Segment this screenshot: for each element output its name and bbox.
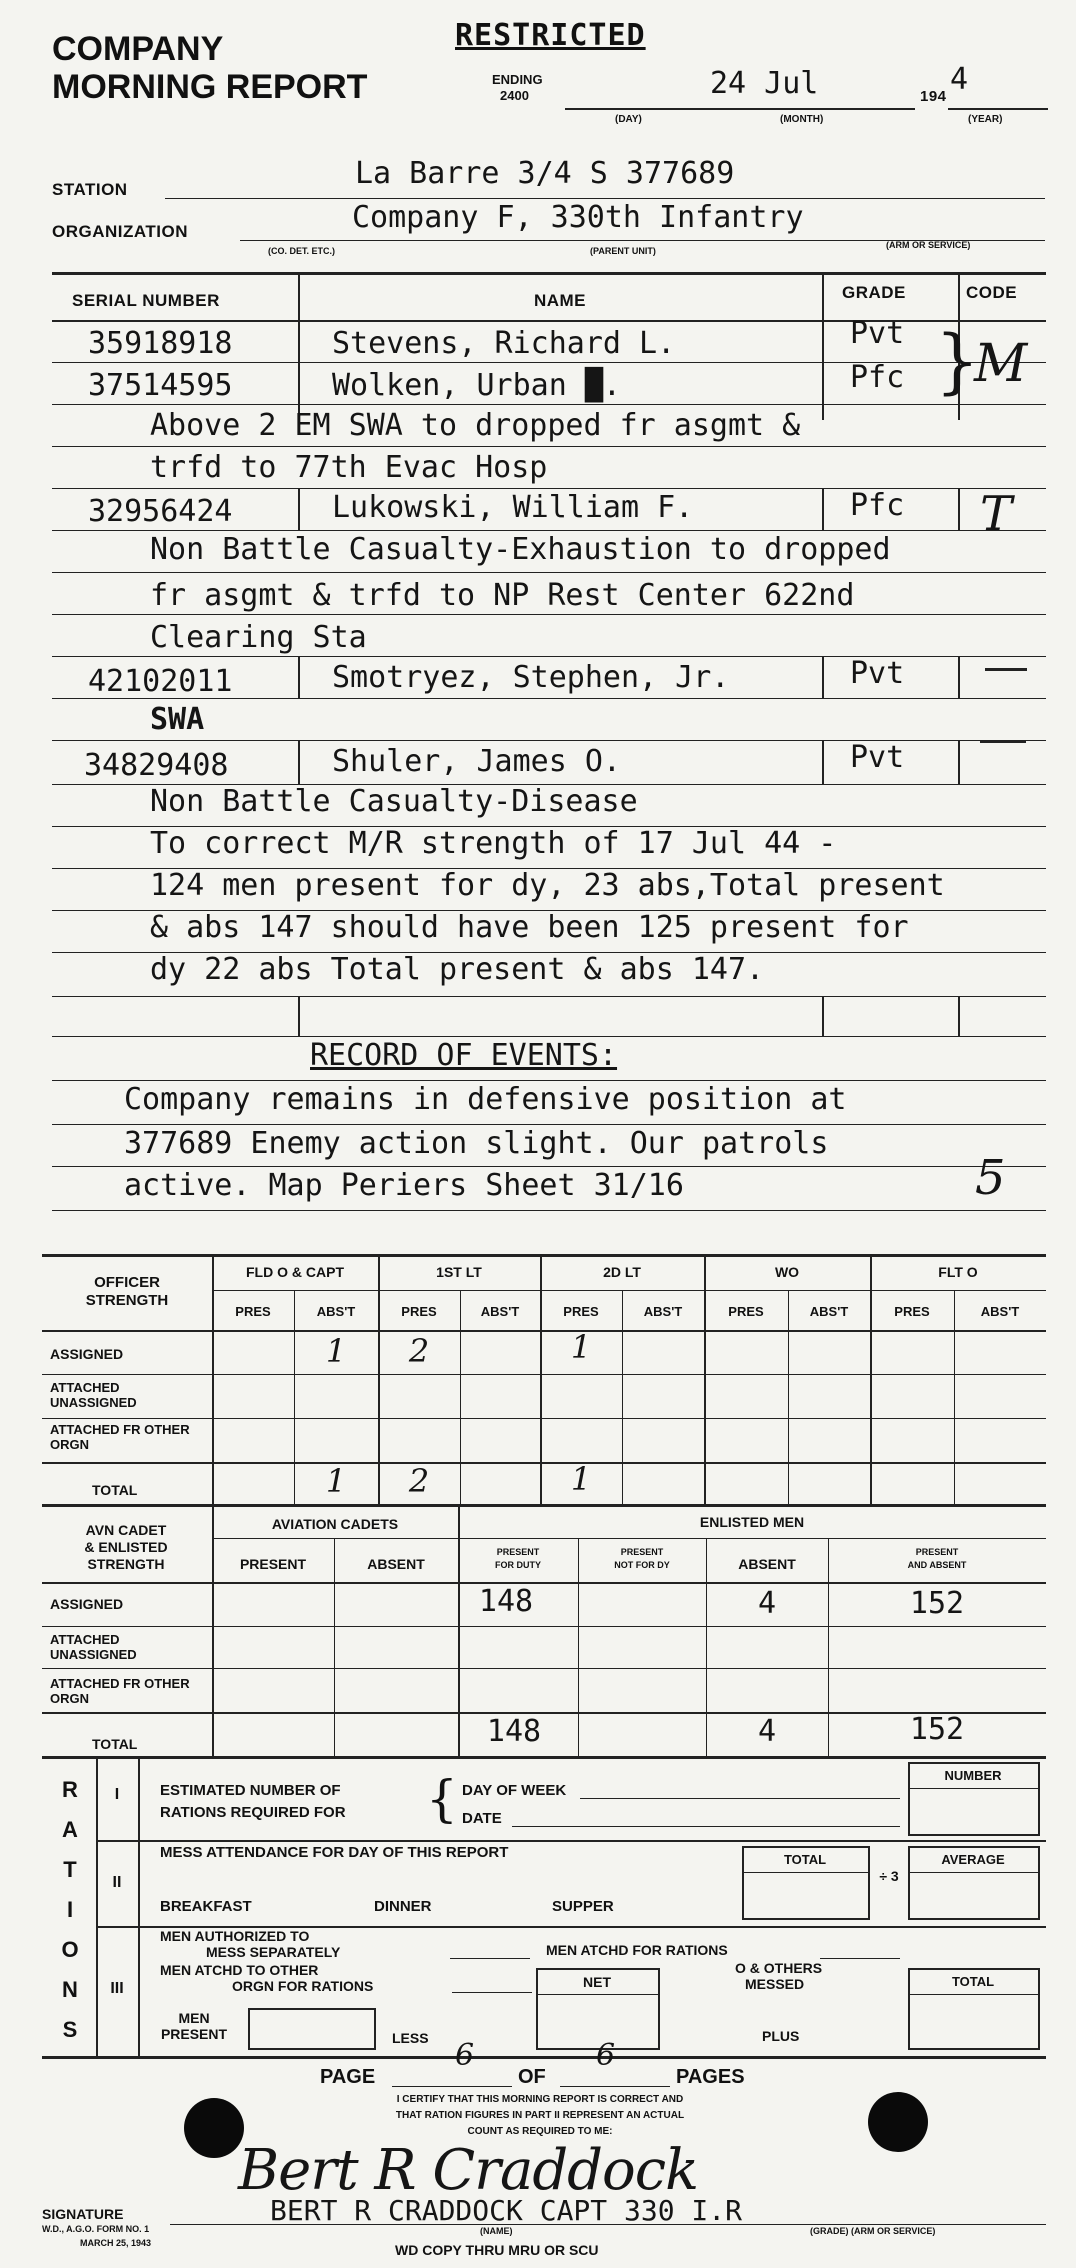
men-present-box bbox=[248, 2008, 376, 2050]
events-line: active. Map Periers Sheet 31/16 bbox=[124, 1168, 684, 1203]
year-caption: (YEAR) bbox=[968, 114, 1003, 125]
total-pages: 6 bbox=[596, 2038, 616, 2073]
abs-header: ABS'T bbox=[316, 1304, 356, 1319]
typed-signatory: BERT R CRADDOCK CAPT 330 I.R bbox=[270, 2194, 743, 2227]
officer-value: 1 bbox=[325, 1332, 347, 1370]
em-absent-header: ABSENT bbox=[738, 1556, 796, 1572]
officer-value: 1 bbox=[570, 1328, 592, 1366]
group-flt-o: FLT O bbox=[938, 1264, 978, 1280]
entry-serial: 32956424 bbox=[88, 494, 233, 529]
brace-mark: { bbox=[426, 1770, 458, 1828]
plus-label: PLUS bbox=[762, 2028, 800, 2044]
est-rations-label: ESTIMATED NUMBER OF RATIONS REQUIRED FOR bbox=[160, 1782, 346, 1821]
total-label: TOTAL bbox=[783, 1852, 827, 1867]
code-mark-t: T bbox=[980, 486, 1013, 542]
ending-label: ENDING bbox=[492, 72, 543, 87]
supper-label: SUPPER bbox=[552, 1898, 614, 1915]
entry-name: Smotryez, Stephen, Jr. bbox=[332, 660, 730, 695]
signature-label: SIGNATURE bbox=[42, 2206, 124, 2222]
dash-mark bbox=[985, 668, 1027, 671]
rations-vertical-label: R A T I O N S bbox=[61, 1777, 79, 2042]
certification-text: I CERTIFY THAT THIS MORNING REPORT IS CORRECT AND THAT RATION FIGURES IN PART II REPRESENT AN ACTUAL COUNT AS REQUIRED TO ME: bbox=[395, 2094, 685, 2137]
year-digit: 4 bbox=[950, 62, 969, 97]
entry-remark: Above 2 EM SWA to dropped fr asgmt & bbox=[150, 408, 801, 443]
row-total: TOTAL bbox=[92, 1736, 138, 1752]
men-authorized-label: MEN AUTHORIZED TO MESS SEPARATELY bbox=[160, 1928, 341, 1960]
of-label: OF bbox=[518, 2066, 546, 2088]
section-i: I bbox=[114, 1786, 120, 1803]
co-caption: (CO. DET. ETC.) bbox=[268, 246, 335, 256]
entry-remark: & abs 147 should have been 125 present for bbox=[150, 910, 909, 945]
pres-header: PRES bbox=[728, 1304, 764, 1319]
pres-header: PRES bbox=[563, 1304, 599, 1319]
unit-caption: (PARENT UNIT) bbox=[590, 246, 656, 256]
breakfast-label: BREAKFAST bbox=[160, 1898, 252, 1915]
pres-header: PRES bbox=[401, 1304, 437, 1319]
abs-header: ABS'T bbox=[480, 1304, 520, 1319]
events-mark: 5 bbox=[975, 1150, 1006, 1206]
organization-label: ORGANIZATION bbox=[52, 222, 189, 241]
enlisted-value: 148 bbox=[478, 1584, 534, 1619]
entry-grade: Pvt bbox=[850, 740, 905, 775]
row-total: TOTAL bbox=[92, 1482, 138, 1498]
day-caption: (DAY) bbox=[615, 114, 642, 125]
o-others-label: O & OTHERS MESSED bbox=[735, 1960, 823, 1992]
grade-caption: (GRADE) (ARM OR SERVICE) bbox=[810, 2226, 936, 2236]
dash-mark bbox=[980, 740, 1026, 743]
copy-note: WD COPY THRU MRU OR SCU bbox=[395, 2242, 599, 2258]
entry-grade: Pfc bbox=[850, 360, 905, 395]
men-atchd-rations-label: MEN ATCHD FOR RATIONS bbox=[546, 1942, 728, 1958]
row-assigned: ASSIGNED bbox=[50, 1596, 124, 1612]
mess-attendance-label: MESS ATTENDANCE FOR DAY OF THIS REPORT bbox=[160, 1844, 509, 1861]
men-atchd-other-label: MEN ATCHD TO OTHER ORGN FOR RATIONS bbox=[160, 1962, 374, 1994]
cadets-absent-header: ABSENT bbox=[367, 1556, 425, 1572]
year-prefix: 194 bbox=[920, 88, 947, 105]
entry-remark: 124 men present for dy, 23 abs,Total present bbox=[150, 868, 945, 903]
form-title bbox=[52, 30, 367, 106]
name-caption: (NAME) bbox=[480, 2226, 513, 2236]
enlisted-strength-label: AVN CADET & ENLISTED STRENGTH bbox=[84, 1522, 168, 1572]
entry-remark: trfd to 77th Evac Hosp bbox=[150, 450, 548, 485]
form-title-line2: MORNING REPORT bbox=[52, 68, 368, 106]
code-header: CODE bbox=[966, 283, 1018, 302]
enlisted-value: 4 bbox=[757, 1586, 777, 1621]
classification-stamp: RESTRICTED bbox=[455, 18, 646, 53]
present-for-duty-header: PRESENT FOR DUTY bbox=[495, 1547, 541, 1570]
entry-serial: 42102011 bbox=[88, 664, 233, 699]
page-number: 6 bbox=[455, 2038, 475, 2073]
aviation-cadets-header: AVIATION CADETS bbox=[271, 1516, 399, 1532]
abs-header: ABS'T bbox=[980, 1304, 1020, 1319]
present-not-for-duty-header: PRESENT NOT FOR DY bbox=[614, 1547, 670, 1570]
pres-header: PRES bbox=[894, 1304, 930, 1319]
section-ii: II bbox=[112, 1874, 122, 1891]
present-and-absent-header: PRESENT AND ABSENT bbox=[907, 1547, 967, 1570]
officer-strength-label: OFFICER STRENGTH bbox=[85, 1274, 169, 1309]
enlisted-value: 152 bbox=[909, 1712, 965, 1747]
events-line: Company remains in defensive position at bbox=[124, 1082, 847, 1117]
entry-serial: 34829408 bbox=[84, 748, 229, 783]
dinner-label: DINNER bbox=[374, 1898, 432, 1915]
row-attached-fr-other: ATTACHED FR OTHER ORGN bbox=[50, 1422, 190, 1452]
group-1st-lt: 1ST LT bbox=[436, 1264, 482, 1280]
serial-number-header: SERIAL NUMBER bbox=[72, 291, 220, 310]
section-iii: III bbox=[110, 1980, 124, 1997]
row-attached-unassigned: ATTACHED UNASSIGNED bbox=[50, 1380, 137, 1410]
entry-serial: 35918918 bbox=[88, 326, 233, 361]
entry-remark: To correct M/R strength of 17 Jul 44 - bbox=[150, 826, 837, 861]
handwritten-signature: Bert R Craddock bbox=[238, 2138, 699, 2203]
entry-name: Wolken, Urban █. bbox=[332, 368, 621, 403]
bracket-mark: } bbox=[935, 320, 980, 402]
net-label: NET bbox=[583, 1974, 611, 1990]
abs-header: ABS'T bbox=[809, 1304, 849, 1319]
code-mark-m: M bbox=[974, 334, 1028, 394]
form-number: W.D., A.G.O. FORM NO. 1 bbox=[42, 2224, 150, 2234]
binder-hole-left bbox=[184, 2098, 244, 2158]
entry-remark: Clearing Sta bbox=[150, 620, 367, 655]
men-present-label: MEN PRESENT bbox=[160, 2010, 228, 2042]
officer-value: 1 bbox=[570, 1460, 592, 1498]
entry-name: Stevens, Richard L. bbox=[332, 326, 676, 361]
entry-serial: 37514595 bbox=[88, 368, 233, 403]
cadets-present-header: PRESENT bbox=[239, 1556, 307, 1572]
row-attached-fr-other: ATTACHED FR OTHER ORGN bbox=[50, 1676, 190, 1706]
enlisted-men-header: ENLISTED MEN bbox=[699, 1514, 805, 1530]
row-attached-unassigned: ATTACHED UNASSIGNED bbox=[50, 1632, 137, 1662]
month-caption: (MONTH) bbox=[780, 114, 824, 125]
officer-value: 2 bbox=[408, 1462, 430, 1500]
entry-remark: dy 22 abs Total present & abs 147. bbox=[150, 952, 765, 987]
total-label-iii: TOTAL bbox=[951, 1974, 995, 1989]
arm-caption: (ARM OR SERVICE) bbox=[886, 240, 971, 250]
entry-name: Lukowski, William F. bbox=[332, 490, 694, 525]
events-line: 377689 Enemy action slight. Our patrols bbox=[124, 1126, 829, 1161]
page-label: PAGE bbox=[320, 2066, 376, 2088]
name-header: NAME bbox=[533, 291, 587, 310]
enlisted-value: 148 bbox=[486, 1714, 542, 1749]
organization-value: Company F, 330th Infantry bbox=[352, 200, 804, 235]
enlisted-value: 152 bbox=[909, 1586, 965, 1621]
grade-header: GRADE bbox=[842, 283, 906, 302]
average-label: AVERAGE bbox=[941, 1852, 1005, 1867]
record-of-events-heading: RECORD OF EVENTS: bbox=[310, 1038, 618, 1073]
enlisted-value: 4 bbox=[757, 1714, 777, 1749]
officer-value: 1 bbox=[325, 1462, 347, 1500]
divide-by-three: ÷ 3 bbox=[879, 1868, 899, 1884]
entry-grade: Pvt bbox=[850, 316, 905, 351]
entry-remark: Non Battle Casualty-Disease bbox=[150, 784, 638, 819]
pages-label: PAGES bbox=[676, 2066, 745, 2088]
day-of-week-label: DAY OF WEEK bbox=[462, 1782, 567, 1799]
entry-name: Shuler, James O. bbox=[332, 744, 621, 779]
number-label: NUMBER bbox=[944, 1768, 1002, 1783]
ending-time: 2400 bbox=[500, 88, 529, 103]
binder-hole-right bbox=[868, 2092, 928, 2152]
less-label: LESS bbox=[392, 2030, 429, 2046]
entry-remark: Non Battle Casualty-Exhaustion to dropped bbox=[150, 532, 891, 567]
entry-grade: Pfc bbox=[850, 488, 905, 523]
entry-grade: Pvt bbox=[850, 656, 905, 691]
entry-remark: fr asgmt & trfd to NP Rest Center 622nd bbox=[150, 578, 855, 613]
officer-value: 2 bbox=[408, 1332, 430, 1370]
form-title-line1: COMPANY bbox=[52, 30, 224, 68]
row-assigned: ASSIGNED bbox=[50, 1346, 124, 1362]
station-value: La Barre 3/4 S 377689 bbox=[355, 156, 735, 191]
date-label: DATE bbox=[462, 1810, 502, 1827]
abs-header: ABS'T bbox=[643, 1304, 683, 1319]
pres-header: PRES bbox=[235, 1304, 271, 1319]
group-2d-lt: 2D LT bbox=[603, 1264, 641, 1280]
report-day-month: 24 Jul bbox=[710, 66, 819, 101]
group-wo: WO bbox=[774, 1264, 800, 1280]
group-fld-capt: FLD O & CAPT bbox=[246, 1264, 344, 1280]
form-date: MARCH 25, 1943 bbox=[80, 2238, 152, 2248]
entry-remark: SWA bbox=[150, 702, 205, 737]
station-label: STATION bbox=[52, 180, 128, 199]
